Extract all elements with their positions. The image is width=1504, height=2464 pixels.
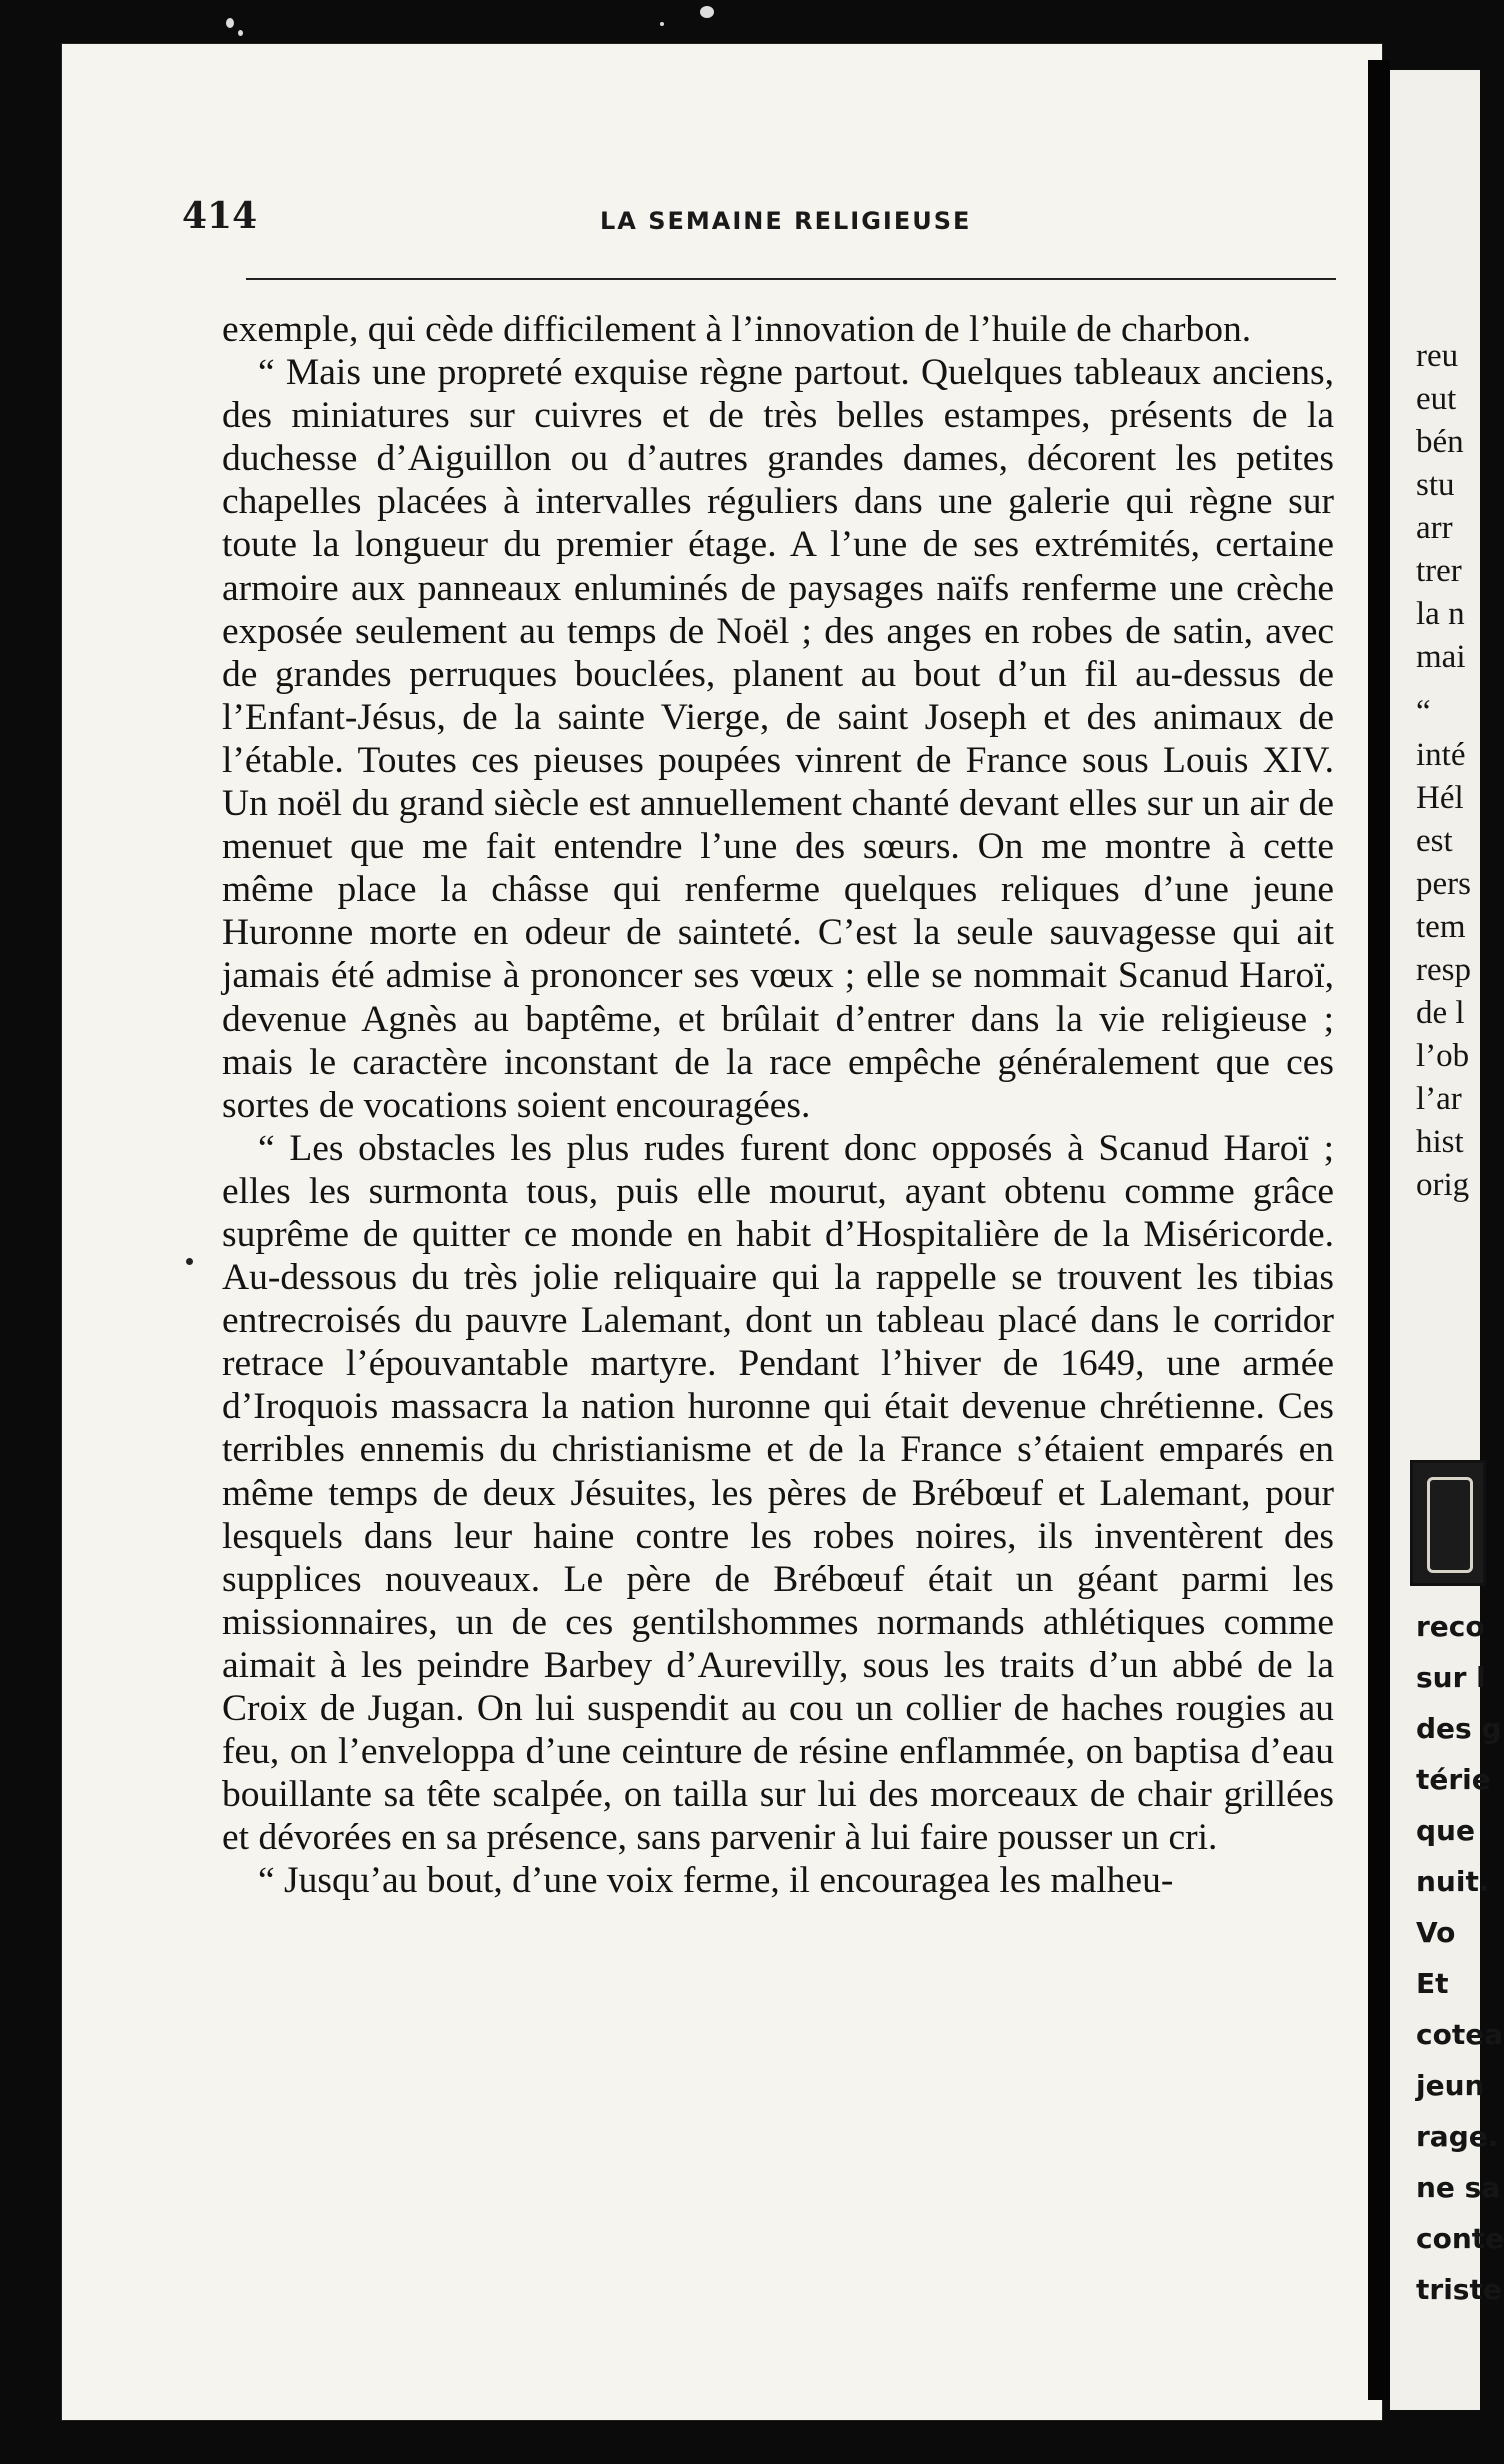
facing-page-word: des g — [1416, 1712, 1502, 1745]
facing-page-word: Et — [1416, 1967, 1449, 2000]
facing-page-word: bén — [1416, 424, 1464, 460]
facing-page-word: trer — [1416, 553, 1462, 589]
main-text — [222, 308, 1334, 1902]
facing-page-word: reco — [1416, 1610, 1485, 1643]
facing-page-word: stu — [1416, 467, 1455, 503]
facing-page-word: tem — [1416, 909, 1466, 945]
facing-page-word: est — [1416, 823, 1453, 859]
facing-page-word: pers — [1416, 866, 1471, 902]
facing-page-word: l’ob — [1416, 1038, 1470, 1074]
facing-page-word: hist — [1416, 1124, 1464, 1160]
paragraph: “ Jusqu’au bout, d’une voix ferme, il encouragea les malheu- — [258, 1860, 1174, 1902]
facing-page-word: triste — [1416, 2273, 1502, 2306]
facing-page-word: conte — [1416, 2222, 1504, 2255]
facing-page-word: reu — [1416, 338, 1459, 374]
facing-page-word: “ — [1416, 694, 1431, 730]
facing-page-word: Hél — [1416, 780, 1464, 816]
facing-page-word: orig — [1416, 1167, 1470, 1203]
facing-page-word: inté — [1416, 737, 1466, 773]
facing-page-word: jeun — [1416, 2069, 1485, 2102]
facing-page-word: resp — [1416, 952, 1471, 988]
margin-speck — [186, 1258, 193, 1265]
facing-page-word: que — [1416, 1814, 1475, 1847]
facing-page-word: l’ar — [1416, 1081, 1462, 1117]
page-number: 414 — [182, 195, 258, 237]
facing-page-word: Vo — [1416, 1916, 1456, 1949]
facing-page-word: eut — [1416, 381, 1457, 417]
paragraph: “ Mais une propreté exquise règne partout. Quelques tableaux anciens, des miniatures sur cuivres et de très belles estampes, présents de la duchesse d’Aiguillon ou d’autres grandes dames, décorent les petites chapelles placées à intervalles réguliers dans une galerie qui règne sur toute la longueur du premier étage. A l’une de ses extrémités, certaine armoire aux panneaux enluminés de paysages naïfs renferme une crèche exposée seulement au temps de Noël ; des anges en robes de satin, avec de grandes perruques bouclées, planent au bout d’un fil au-dessus de l’Enfant-Jésus, de la sainte Vierge, de saint Joseph et des animaux de l’étable. Toutes ces pieuses poupées vinrent de France sous Louis XIV. Un noël du grand siècle est annuellement chanté devant elles sur un air de menuet que me fait entendre l’une des sœurs. On me montre à cette même place la châsse qui renferme quelques reliques d’une jeune Huronne morte en odeur de sainteté. C’est la seule sauvagesse qui ait jamais été admise à prononcer ses vœux ; elle se nommait Scanud Haroï, devenue Agnès au baptême, et brûlait d’entrer dans la vie religieuse ; mais le caractère inconstant de la race empêche généralement que ces sortes de vocations soient encouragées. — [222, 352, 1334, 1126]
paragraph: exemple, qui cède difficilement à l’innovation de l’huile de charbon. — [222, 309, 1252, 350]
facing-page-word: mai — [1416, 639, 1466, 675]
facing-page-fragment — [1390, 70, 1504, 2410]
header-rule — [246, 278, 1336, 280]
facing-page-word: cotea — [1416, 2018, 1504, 2051]
facing-page-word: nuit. — [1416, 1865, 1490, 1898]
running-title: LA SEMAINE RELIGIEUSE — [600, 207, 972, 235]
page-header — [182, 195, 1332, 255]
ornamental-initial — [1410, 1460, 1486, 1586]
facing-page-word: de l — [1416, 995, 1465, 1031]
facing-page-word: rage. — [1416, 2120, 1499, 2153]
facing-page-word: térie — [1416, 1763, 1491, 1796]
facing-page-word: ne sa — [1416, 2171, 1501, 2204]
book-gutter — [1368, 60, 1390, 2400]
facing-page-word: la n — [1416, 596, 1465, 632]
facing-page-word: sur l — [1416, 1661, 1486, 1694]
paragraph: “ Les obstacles les plus rudes furent donc opposés à Scanud Haroï ; elles les surmonta tous, puis elle mourut, ayant obtenu comme grâce suprême de quitter ce monde en habit d’Hospitalière de la Miséricorde. Au-dessous du très jolie reliquaire qui la rappelle se trouvent les tibias entrecroisés du pauvre Lalemant, dont un tableau placé dans le corridor retrace l’épouvantable martyre. Pendant l’hiver de 1649, une armée d’Iroquois massacra la nation huronne qui était devenue chrétienne. Ces terribles ennemis du christianisme et de la France s’étaient emparés en même temps de deux Jésuites, les pères de Brébœuf et Lalemant, pour lesquels dans leur haine contre les robes noires, ils inventèrent des supplices nouveaux. Le père de Brébœuf était un géant parmi les missionnaires, un de ces gentilshommes normands athlétiques comme aimait à les peindre Barbey d’Aurevilly, sous les traits d’un abbé de la Croix de Jugan. On lui suspendit au cou un collier de haches rougies au feu, on l’enveloppa d’une ceinture de résine enflammée, on baptisa d’eau bouillante sa tête scalpée, on tailla sur lui des morceaux de chair grillées et dévorées en sa présence, sans parvenir à lui faire pousser un cri. — [222, 1127, 1334, 1859]
facing-page-word: arr — [1416, 510, 1453, 546]
